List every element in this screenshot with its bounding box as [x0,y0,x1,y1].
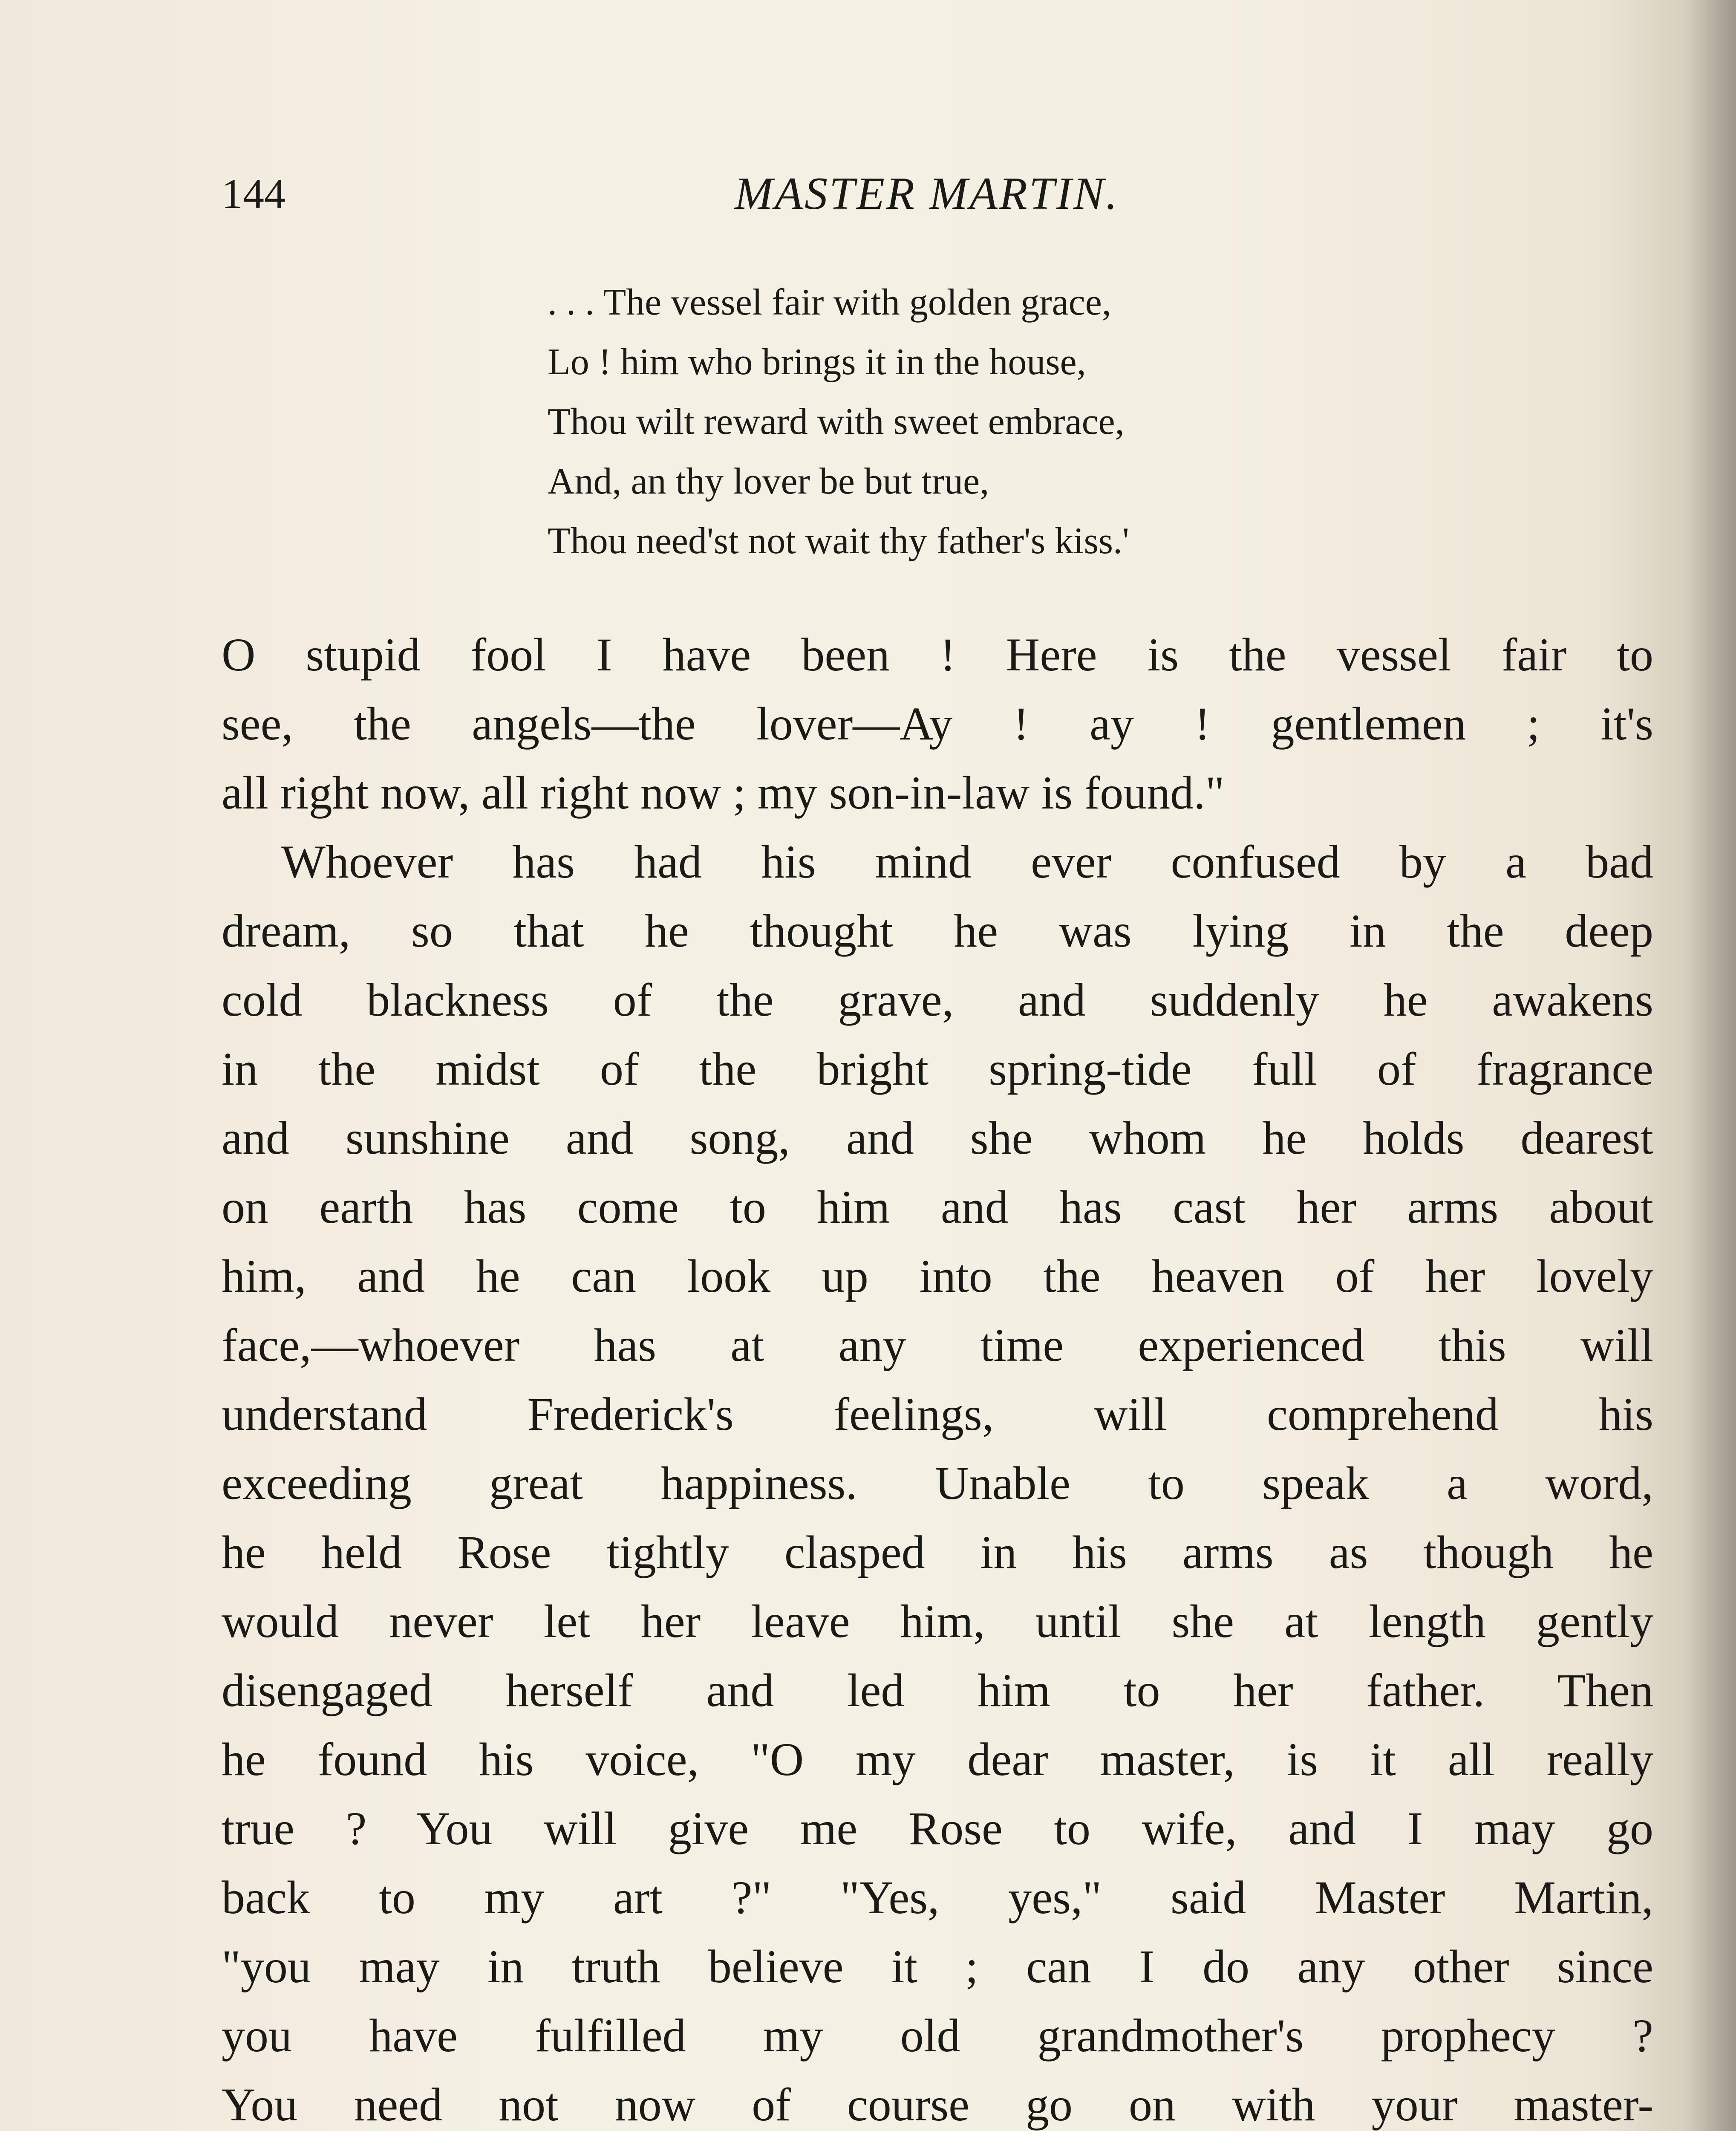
text-line: him, and he can look up into the heaven of her lovely [222,1250,1653,1302]
text-line: you have fulfilled my old grandmother's prophecy ? [222,2010,1653,2062]
text-line: back to my art ?" "Yes, yes," said Master Martin, [222,1871,1653,1923]
body-text [222,620,1653,2131]
text-line: see, the angels—the lover—Ay ! ay ! gentlemen ; it's [222,698,1653,750]
text-line: and sunshine and song, and she whom he holds dearest [222,1112,1653,1164]
verse-line: Thou wilt reward with sweet embrace, [548,401,1125,442]
verse-line: Thou need'st not wait thy father's kiss.' [548,520,1129,562]
text-line: he held Rose tightly clasped in his arms as though he [222,1526,1653,1578]
text-line: You need not now of course go on with your master- [222,2079,1653,2131]
text-line: true ? You will give me Rose to wife, and I may go [222,1802,1653,1854]
page-number: 144 [222,170,285,217]
text-line: exceeding great happiness. Unable to speak a word, [222,1457,1653,1509]
verse-line: And, an thy lover be but true, [548,461,989,502]
text-line: on earth has come to him and has cast her arms about [222,1181,1653,1233]
text-line: he found his voice, "O my dear master, is it all really [222,1733,1653,1785]
verse-quotation [548,273,1485,571]
text-line: understand Frederick's feelings, will comprehend his [222,1388,1653,1440]
verse-line: . . . The vessel fair with golden grace, [548,282,1111,323]
text-line: O stupid fool I have been ! Here is the vessel fair to [222,629,1653,681]
text-line: face,—whoever has at any time experienced this will [222,1319,1653,1371]
text-line: disengaged herself and led him to her father. Then [222,1664,1653,1716]
text-line: in the midst of the bright spring-tide full of fragrance [222,1043,1653,1095]
text-line: would never let her leave him, until she at length gently [222,1595,1653,1647]
verse-line: Lo ! him who brings it in the house, [548,341,1086,383]
text-line: all right now, all right now ; my son-in-law is found." [222,767,1225,819]
text-line: "you may in truth believe it ; can I do any other since [222,1940,1653,1992]
running-title: MASTER MARTIN. [735,168,1119,219]
text-line: cold blackness of the grave, and suddenly he awakens [222,974,1653,1026]
running-head [222,164,1632,224]
paragraph-start-line: Whoever has had his mind ever confused by a bad [281,836,1653,888]
text-line: dream, so that he thought he was lying in the deep [222,905,1653,957]
